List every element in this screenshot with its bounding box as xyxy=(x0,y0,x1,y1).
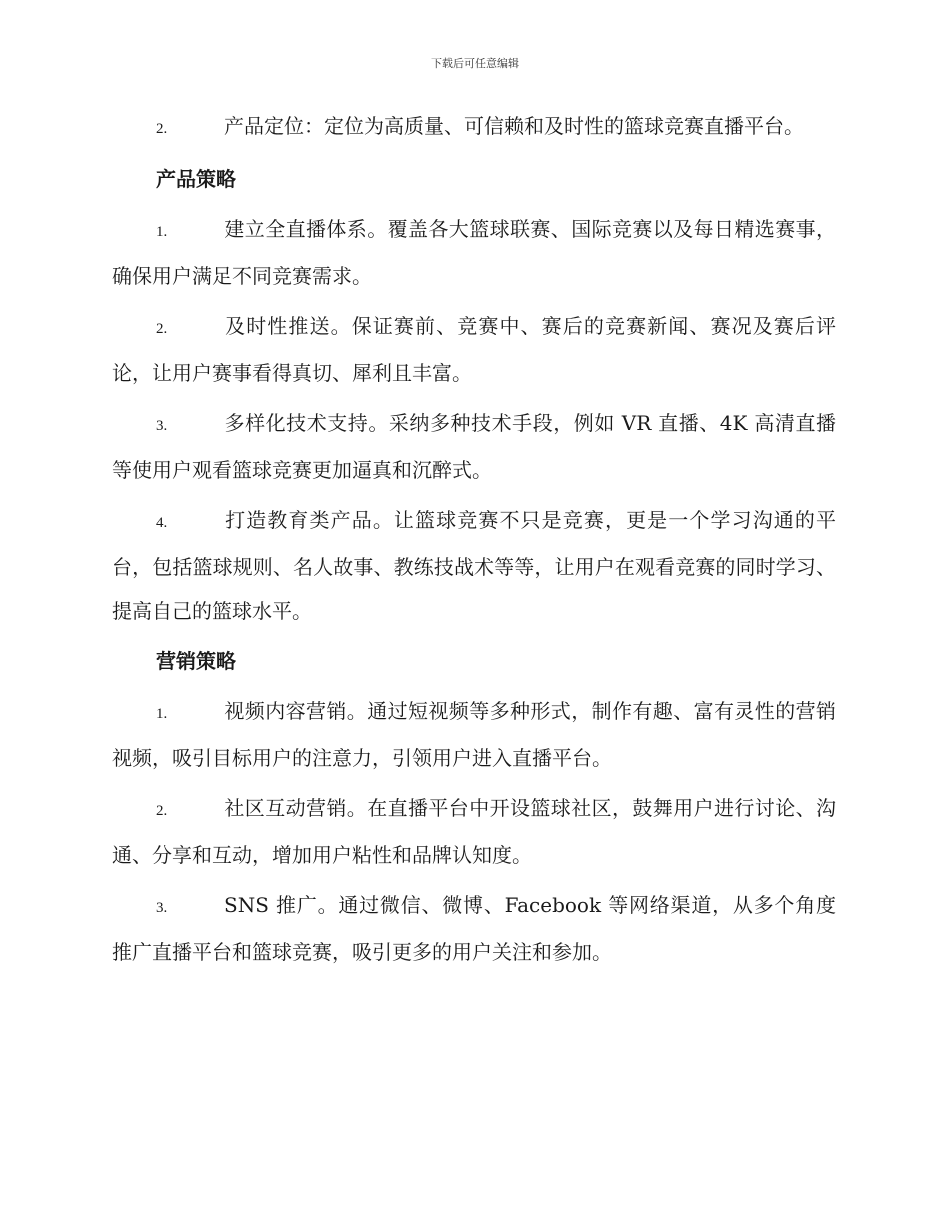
list-item xyxy=(112,104,836,151)
list-number: 4. xyxy=(156,515,168,531)
list-number: 2. xyxy=(156,121,168,137)
list-item xyxy=(112,883,836,974)
section-heading-marketing-strategy: 营销策略 xyxy=(156,649,236,673)
list-item xyxy=(112,207,836,298)
document-body xyxy=(112,104,836,980)
list-item xyxy=(112,401,836,492)
list-text: 多样化技术支持。采纳多种技术手段，例如 VR 直播、4K 高清直播等使用户观看篮球竞赛更加逼真和沉醉式。 xyxy=(112,411,836,482)
page-header: 下载后可任意编辑 xyxy=(431,57,519,70)
list-text: 社区互动营销。在直播平台中开设篮球社区，鼓舞用户进行讨论、沟通、分享和互动，增加用户粘性和品牌认知度。 xyxy=(112,796,836,867)
list-text: 视频内容营销。通过短视频等多种形式，制作有趣、富有灵性的营销视频，吸引目标用户的注意力，引领用户进入直播平台。 xyxy=(112,699,836,770)
list-number: 3. xyxy=(156,418,168,434)
list-number: 2. xyxy=(156,803,168,819)
list-text: 建立全直播体系。覆盖各大篮球联赛、国际竞赛以及每日精选赛事，确保用户满足不同竞赛需求。 xyxy=(112,217,836,288)
list-number: 1. xyxy=(156,224,168,240)
list-text: 打造教育类产品。让篮球竞赛不只是竞赛，更是一个学习沟通的平台，包括篮球规则、名人故事、教练技战术等等，让用户在观看竞赛的同时学习、提高自己的篮球水平。 xyxy=(112,508,836,623)
list-text: SNS 推广。通过微信、微博、Facebook 等网络渠道，从多个角度推广直播平台和篮球竞赛，吸引更多的用户关注和参加。 xyxy=(112,893,836,964)
section-heading-product-strategy: 产品策略 xyxy=(156,167,236,191)
list-number: 2. xyxy=(156,321,168,337)
list-text: 及时性推送。保证赛前、竞赛中、赛后的竞赛新闻、赛况及赛后评论，让用户赛事看得真切、犀利且丰富。 xyxy=(112,314,836,385)
list-item xyxy=(112,689,836,780)
list-item xyxy=(112,786,836,877)
list-number: 1. xyxy=(156,706,168,722)
list-item xyxy=(112,304,836,395)
list-number: 3. xyxy=(156,900,168,916)
list-item xyxy=(112,498,836,633)
list-text: 产品定位：定位为高质量、可信赖和及时性的篮球竞赛直播平台。 xyxy=(224,114,804,138)
